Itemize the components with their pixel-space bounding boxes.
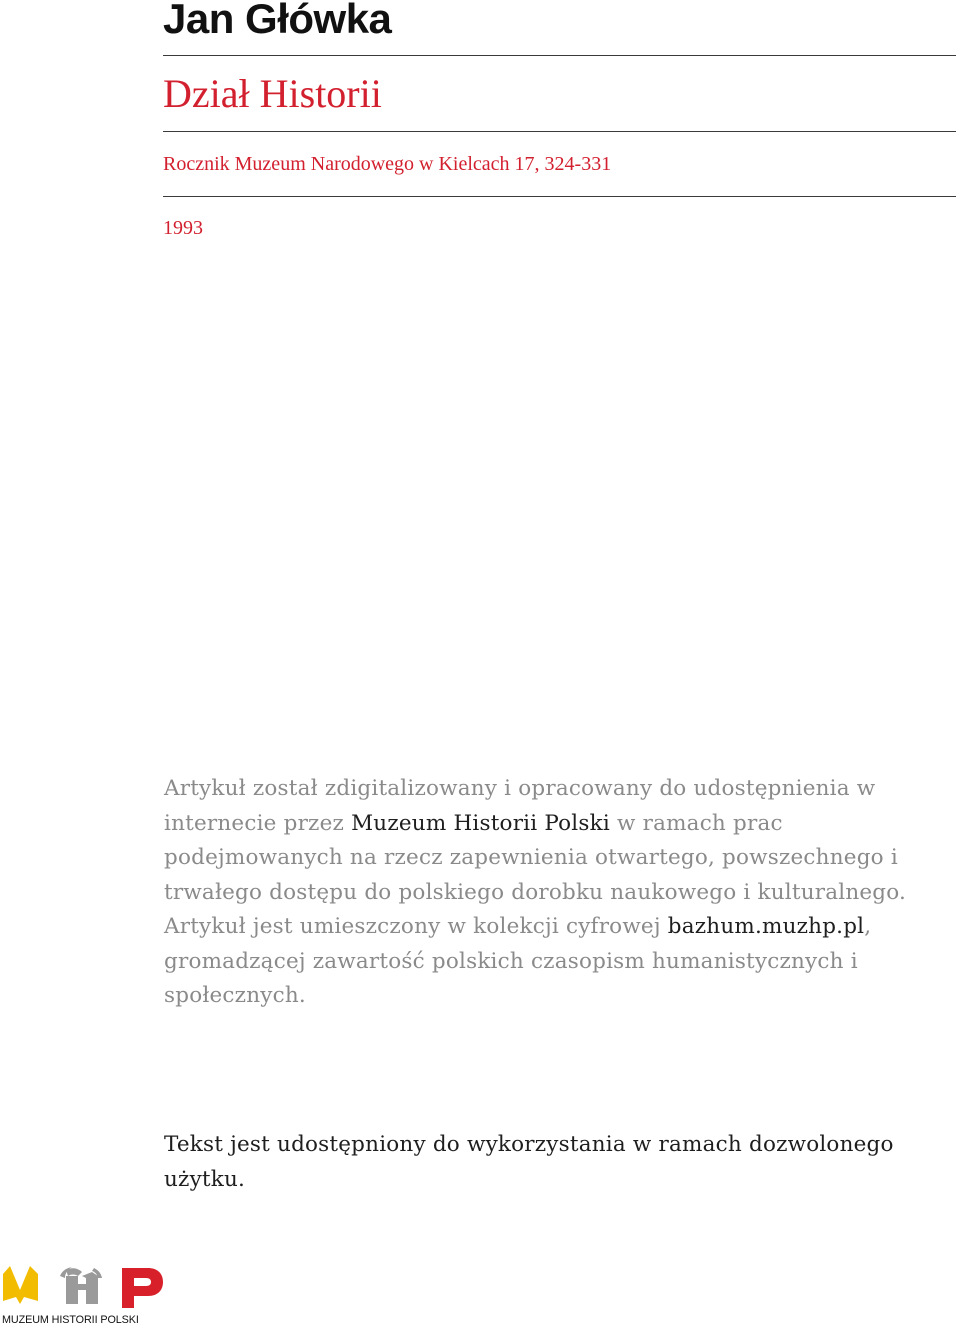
notice-text: , gromadzącej zawartość polskich czasopism humanistycznych i społecznych. <box>164 914 872 1008</box>
logo-grey-shape <box>60 1267 102 1304</box>
publication-source: Rocznik Muzeum Narodowego w Kielcach 17, 324-331 <box>163 153 612 175</box>
museum-logo-icon <box>2 1264 166 1314</box>
divider <box>163 196 956 197</box>
usage-statement: Tekst jest udostępniony do wykorzystania w ramach dozwolonego użytku. <box>164 1132 894 1192</box>
divider <box>163 55 956 56</box>
divider <box>163 131 956 132</box>
article-title: Dział Historii <box>163 71 382 116</box>
publication-year: 1993 <box>163 217 203 239</box>
author-name: Jan Główka <box>163 0 392 42</box>
museum-logo <box>2 1264 166 1330</box>
logo-red-shape <box>122 1268 163 1308</box>
logo-text: MUZEUM HISTORII POLSKI <box>2 1314 139 1326</box>
website-link[interactable]: bazhum.muzhp.pl <box>667 914 865 939</box>
digitization-notice <box>164 772 924 1014</box>
logo-yellow-shape <box>3 1266 38 1304</box>
notice-text: w ramach prac podejmowanych na rzecz zapewnienia otwartego, powszechnego i trwałego dostępu do polskiego dorobku naukowego i kulturalnego. Artykuł jest umieszczony w kolekcji cyfrowej <box>164 810 907 939</box>
institution-name: Muzeum Historii Polski <box>351 810 610 836</box>
notice-text: Artykuł został zdigitalizowany i opracowany do udostępnienia w internecie przez <box>164 776 876 836</box>
